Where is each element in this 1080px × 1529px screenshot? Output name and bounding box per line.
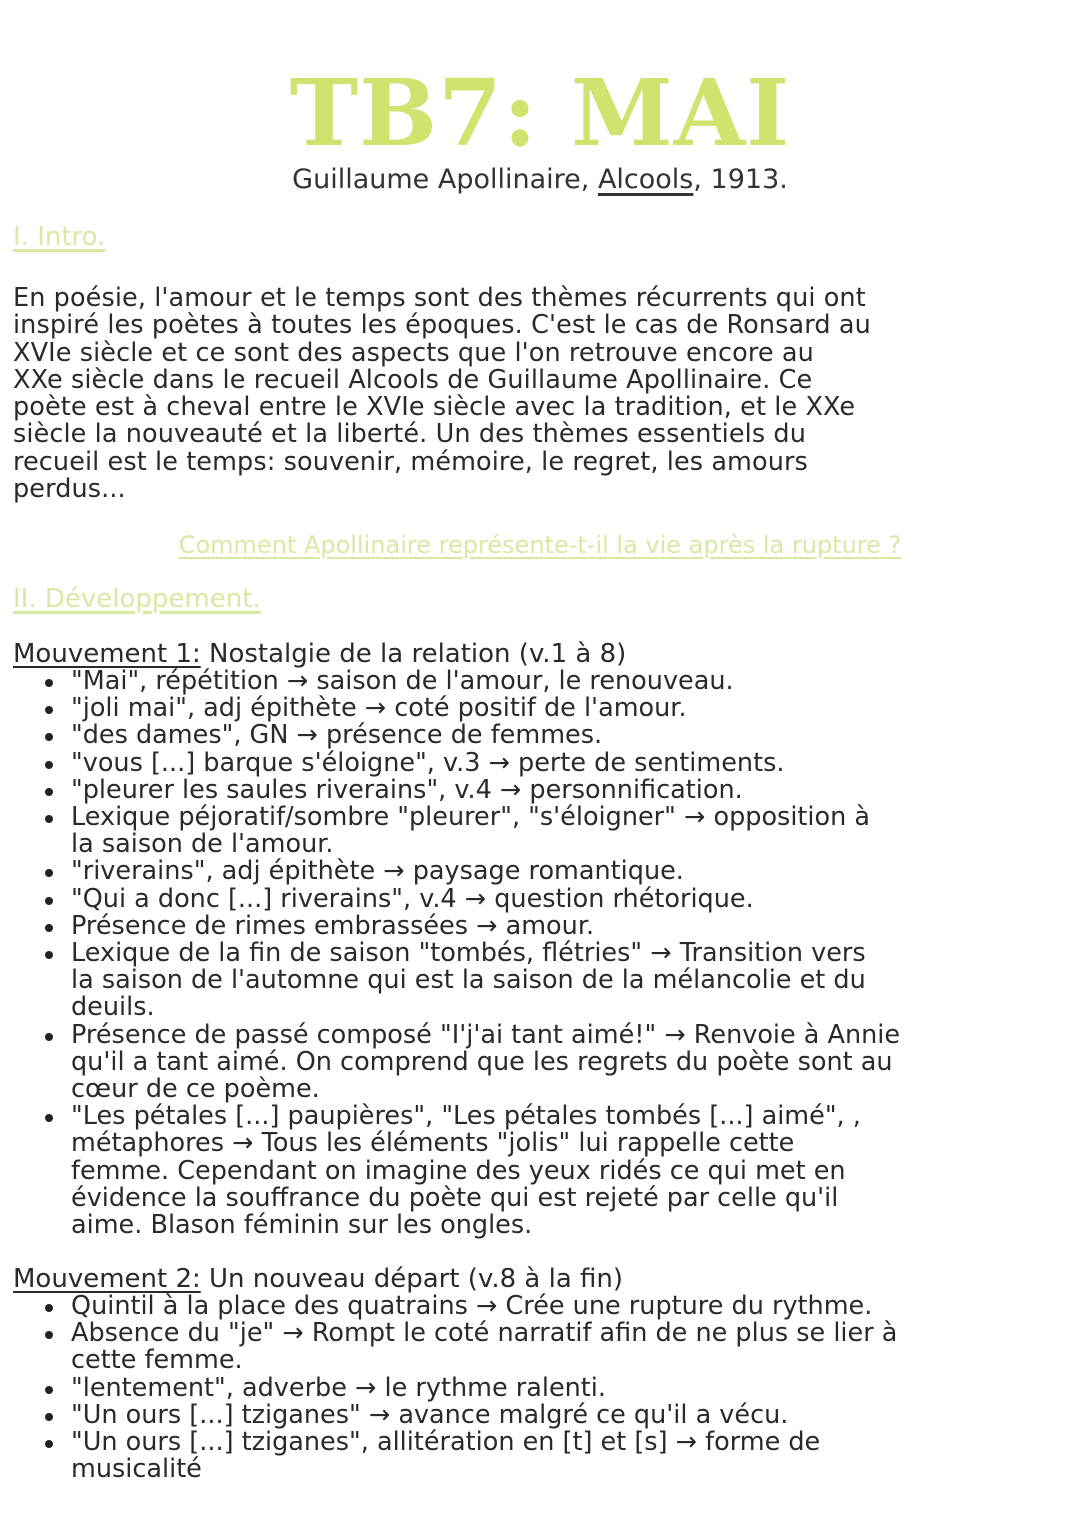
list-item [13,1103,1073,1239]
list-item-line: "pleurer les saules riverains", v.4 → personnification. [71,774,743,805]
list-item-line: Présence de rimes embrassées → amour. [71,910,595,941]
list-item-line: Présence de passé composé "I'j'ai tant aimé!" → Renvoie à Annie [71,1019,901,1050]
intro-line: inspiré les poètes à toutes les époques. C'est le cas de Ronsard au [13,310,871,341]
list-item-line: qu'il a tant aimé. On comprend que les regrets du poète sont au [71,1046,893,1077]
list-item [13,940,1073,1022]
book-title: Alcools [597,164,694,195]
intro-heading: I. Intro. [13,222,106,252]
movement-1-label: Mouvement 1: [13,639,201,669]
movement-1-heading [13,640,626,668]
list-item [13,1372,1073,1403]
list-item [13,1019,1073,1105]
intro-line: XVIe siècle et ce sont des aspects que l'on retrouve encore au [13,337,814,368]
list-item [13,668,1073,695]
movement-2-label: Mouvement 2: [13,1264,201,1294]
list-item-line: "Les pétales [...] paupières", "Les pétales tombés [...] aimé", , [71,1101,861,1132]
page-title: TB7: MAI [289,59,791,167]
list-item [13,1429,1073,1483]
list-item-line: "Un ours [...] tziganes" → avance malgré ce qu'il a vécu. [71,1399,789,1430]
list-item [13,1293,1073,1320]
list-item-line: Lexique de la fin de saison "tombés, flétries" → Transition vers [71,938,866,969]
problematic-question: Comment Apollinaire représente-t-il la vie après la rupture ? [178,531,902,559]
list-item [13,883,1073,914]
movement-2-heading [13,1265,623,1293]
list-item [13,910,1073,941]
list-item-line: "des dames", GN → présence de femmes. [71,720,603,751]
list-item-line: métaphores → Tous les éléments "jolis" lui rappelle cette [71,1128,795,1159]
movement-1-title: Nostalgie de la relation (v.1 à 8) [200,639,627,669]
list-item [13,695,1073,722]
list-item-line: Absence du "je" → Rompt le coté narratif afin de ne plus se lier à [71,1318,898,1349]
movement-1-list [13,668,1073,1239]
list-item-line: "joli mai", adj épithète → coté positif de l'amour. [71,693,687,724]
author-text: Guillaume Apollinaire, [292,164,598,195]
list-item [13,804,1073,858]
list-item [13,858,1073,885]
list-item-line: "vous [...] barque s'éloigne", v.3 → perte de sentiments. [71,747,785,778]
list-item-line: "riverains", adj épithète → paysage romantique. [71,856,684,887]
list-item-line: deuils. [71,992,155,1023]
list-item-line: "Un ours [...] tziganes", allitération en [t] et [s] → forme de [71,1427,821,1458]
list-item-line: Quintil à la place des quatrains → Crée une rupture du rythme. [71,1291,873,1321]
list-item [13,722,1073,749]
subtitle [0,163,1080,197]
list-item-line: "lentement", adverbe → le rythme ralenti. [71,1372,606,1403]
intro-line: En poésie, l'amour et le temps sont des thèmes récurrents qui ont [13,283,866,313]
list-item-line: cette femme. [71,1345,243,1376]
year-text: , 1913. [693,164,788,195]
list-item-line: "Mai", répétition → saison de l'amour, le renouveau. [71,666,734,696]
movement-2-title: Un nouveau départ (v.8 à la fin) [200,1264,624,1294]
list-item-line: "Qui a donc [...] riverains", v.4 → question rhétorique. [71,883,754,914]
intro-line: siècle la nouveauté et la liberté. Un des thèmes essentiels du [13,419,806,450]
intro-line: poète est à cheval entre le XVIe siècle avec la tradition, et le XXe [13,392,856,423]
list-item-line: femme. Cependant on imagine des yeux ridés ce qui met en [71,1155,846,1186]
list-item [13,747,1073,778]
list-item-line: musicalité [71,1454,202,1485]
intro-line: perdus... [13,474,126,505]
movement-2-list [13,1293,1073,1483]
list-item-line: la saison de l'automne qui est la saison de la mélancolie et du [71,965,866,996]
list-item-line: cœur de ce poème. [71,1074,320,1105]
list-item-line: évidence la souffrance du poète qui est rejeté par celle qu'il [71,1182,839,1213]
intro-line: XXe siècle dans le recueil Alcools de Guillaume Apollinaire. Ce [13,364,813,395]
list-item-line: aime. Blason féminin sur les ongles. [71,1210,533,1241]
list-item [13,1399,1073,1430]
intro-line: recueil est le temps: souvenir, mémoire, le regret, les amours [13,446,808,477]
list-item-line: Lexique péjoratif/sombre "pleurer", "s'éloigner" → opposition à [71,802,870,833]
list-item [13,774,1073,805]
list-item-line: la saison de l'amour. [71,829,334,860]
development-heading: II. Développement. [13,584,261,614]
intro-paragraph [13,285,1071,503]
list-item [13,1320,1073,1374]
